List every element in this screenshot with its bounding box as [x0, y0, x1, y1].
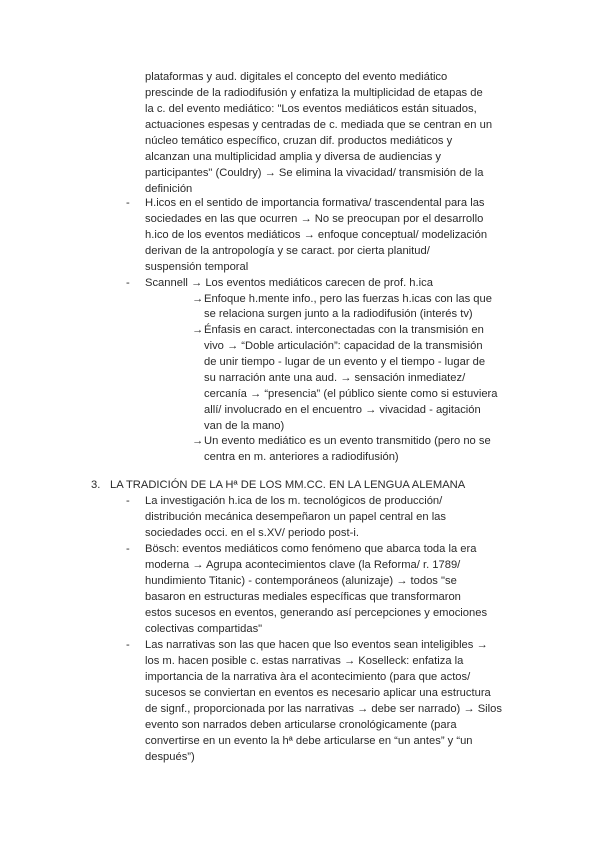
bullet-marker: -	[126, 495, 130, 507]
bullet-line: colectivas compartidas"	[145, 623, 263, 635]
section-heading: LA TRADICIÓN DE LA Hª DE LOS MM.CC. EN LA LENGUA ALEMANA	[110, 479, 466, 491]
intro-line: participantes" (Couldry) → Se elimina la vivacidad/ transmisión de la	[145, 167, 484, 179]
bullet-marker: -	[126, 543, 130, 555]
bullet-line: Scannell → Los eventos mediáticos carecen de prof. h.ica	[145, 277, 433, 289]
bullet-marker: -	[126, 639, 130, 651]
bullet-line: Bösch: eventos mediáticos como fenómeno que abarca toda la era	[145, 543, 477, 555]
intro-line: alcanzan una multiplicidad amplia y diversa de audiencias y	[145, 151, 442, 163]
bullet-line: hundimiento Titanic) - contemporáneos (alunizaje) → todos "se	[145, 575, 457, 587]
bullet-line: H.icos en el sentido de importancia formativa/ trascendental para las	[145, 197, 485, 209]
bullet-line: La investigación h.ica de los m. tecnológicos de producción/	[145, 495, 443, 507]
sub-bullet-line: allí/ involucrado en el encuentro → vivacidad - agitación	[204, 404, 481, 416]
intro-line: la c. del evento mediático: "Los eventos mediáticos están situados,	[145, 103, 477, 115]
intro-line: prescinde de la radiodifusión y enfatiza la multiplicidad de etapas de	[145, 87, 483, 99]
sub-bullet-line: Énfasis en caract. interconectadas con la transmisión en	[204, 324, 484, 336]
intro-line: actuaciones espesas y centradas de c. mediada que se centran en un	[145, 119, 493, 131]
intro-line: definición	[145, 183, 193, 195]
section-number: 3.	[91, 479, 101, 491]
bullet-line: derivan de la antropología y se caract. por cierta planitud/	[145, 245, 430, 257]
bullet-line: distribución mecánica desempeñaron un papel central en las	[145, 511, 447, 523]
bullet-line: basaron en estructuras mediales específicas que transformaron	[145, 591, 461, 603]
sub-bullet-line: cercanía → “presencia” (el público siente como si estuviera	[204, 388, 498, 400]
sub-bullet-line: su narración ante una aud. → sensación inmediatez/	[204, 372, 466, 384]
bullet-line: sociedades en las que ocurren → No se preocupan por el desarrollo	[145, 213, 484, 225]
arrow-icon: →	[192, 324, 204, 336]
bullet-marker: -	[126, 277, 130, 289]
sub-bullet-line: van de la mano)	[204, 420, 285, 432]
sub-bullet-line: Enfoque h.mente info., pero las fuerzas h.icas con las que	[204, 293, 492, 305]
bullet-line: h.ico de los eventos mediáticos → enfoque conceptual/ modelización	[145, 229, 488, 241]
bullet-line: Las narrativas son las que hacen que lso eventos sean inteligibles →	[145, 639, 488, 651]
bullet-line: importancia de la narrativa àra el acontecimiento (para que actos/	[145, 671, 471, 683]
bullet-marker: -	[126, 197, 130, 209]
bullet-line: estos sucesos en eventos, generando así percepciones y emociones	[145, 607, 488, 619]
sub-bullet-line: centra en m. anteriores a radiodifusión)	[204, 451, 399, 463]
bullet-line: evento son narrados deben articularse cronológicamente (para	[145, 719, 457, 731]
bullet-line: sociedades occi. en el s.XV/ periodo post-i.	[145, 527, 359, 539]
bullet-line: sucesos se conviertan en eventos es necesario aplicar una estructura	[145, 687, 491, 699]
intro-line: plataformas y aud. digitales el concepto del evento mediático	[145, 71, 448, 83]
arrow-icon: →	[192, 435, 204, 447]
bullet-line: de signf., proporcionada por las narrativas → debe ser narrado) → Silos	[145, 703, 502, 715]
sub-bullet-line: de unir tiempo - lugar de un evento y el tiempo - lugar de	[204, 356, 486, 368]
bullet-line: convertirse en un evento la hª debe articularse en “un antes” y “un	[145, 735, 473, 747]
sub-bullet-line: Un evento mediático es un evento transmitido (pero no se	[204, 435, 491, 447]
bullet-line: suspensión temporal	[145, 261, 249, 273]
sub-bullet-line: se relaciona surgen junto a la radiodifusión (interés tv)	[204, 308, 473, 320]
sub-bullet-line: vivo → “Doble articulación”: capacidad de la transmisión	[204, 340, 483, 352]
bullet-line: moderna → Agrupa acontecimientos clave (la Reforma/ r. 1789/	[145, 559, 461, 571]
arrow-icon: →	[192, 293, 204, 305]
intro-line: núcleo temático específico, cruzan dif. productos mediáticos y	[145, 135, 453, 147]
bullet-line: los m. hacen posible c. estas narrativas → Koselleck: enfatiza la	[145, 655, 464, 667]
bullet-line: después”)	[145, 751, 195, 763]
